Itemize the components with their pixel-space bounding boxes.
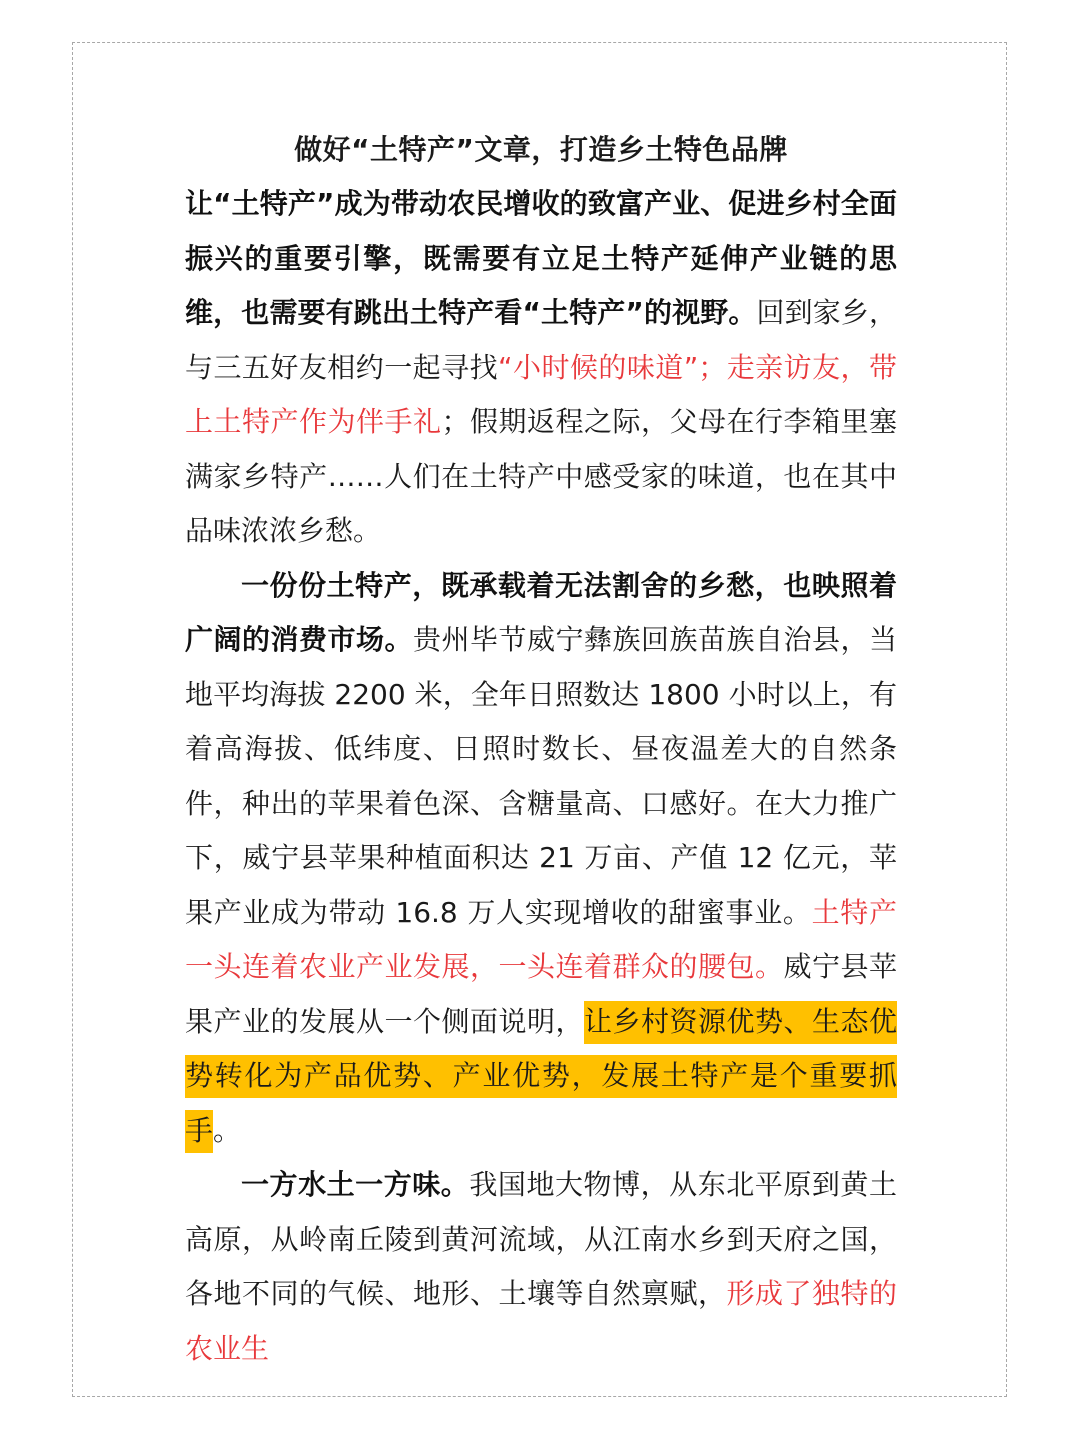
red-emphasis-text: “小时候的味道”；走亲访友，带上土特产作为伴手礼: [185, 350, 897, 438]
bold-lead-text: 一份份土特产，既承载着无法割舍的乡愁，也映照着广阔的消费市场。: [185, 568, 897, 656]
paragraph-3: [185, 1158, 897, 1376]
body-text: 回到家乡，与三五好友相约一起寻找: [185, 296, 897, 384]
red-emphasis-text: 形成了独特的农业生: [185, 1277, 897, 1365]
bold-lead-text: 让“土特产”成为带动农民增收的致富产业、促进乡村全面振兴的重要引擎，既需要有立足土特产延伸产业链的思维，也需要有跳出土特产看“土特产”的视野。: [185, 187, 897, 329]
bold-lead-text: 一方水土一方味。: [241, 1168, 470, 1201]
body-text: 贵州毕节威宁彝族回族苗族自治县，当地平均海拔 2200 米，全年日照数达 1800 小时以上，有着高海拔、低纬度、日照时数长、昼夜温差大的自然条件，种出的苹果着色深、含糖量高、口感好。在大力推广下，威宁县苹果种植面积达 21 万亩、产值 12 亿元，苹果产业成为带动 16.8 万人实现增收的甜蜜事业。: [185, 623, 897, 929]
red-emphasis-text: 土特产一头连着农业产业发展，一头连着群众的腰包。: [185, 895, 897, 983]
paragraph-1: [185, 177, 897, 559]
paragraph-2: [185, 559, 897, 1159]
document-title: 做好“土特产”文章，打造乡土特色品牌: [294, 133, 788, 166]
highlighted-text: 让乡村资源优势、生态优势转化为产品优势、产业优势，发展土特产是个重要抓手: [185, 1001, 897, 1153]
body-text: 威宁县苹果产业的发展从一个侧面说明，: [185, 950, 897, 1038]
document-body: [185, 123, 897, 1376]
body-text: ；假期返程之际，父母在行李箱里塞满家乡特产……人们在土特产中感受家的味道，也在其中品味浓浓乡愁。: [185, 405, 897, 547]
body-text: 。: [213, 1113, 242, 1147]
body-text: 我国地大物博，从东北平原到黄土高原，从岭南丘陵到黄河流域，从江南水乡到天府之国，各地不同的气候、地形、土壤等自然禀赋，: [185, 1168, 897, 1310]
